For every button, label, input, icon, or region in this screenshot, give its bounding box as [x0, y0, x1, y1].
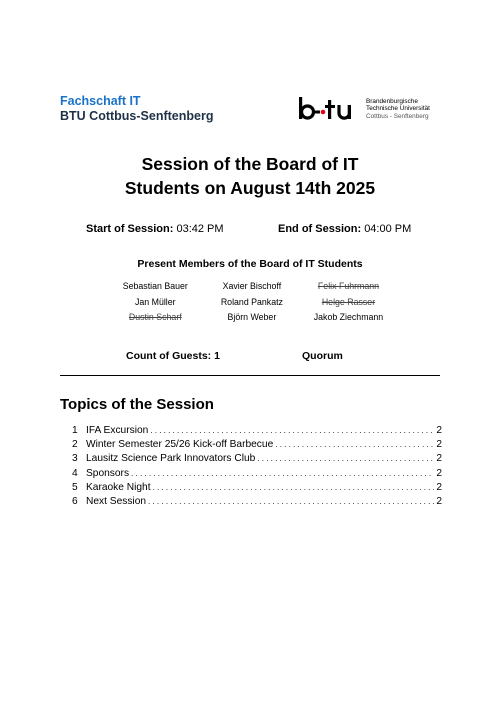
toc-page[interactable]: 2 — [436, 495, 442, 507]
toc-entry[interactable] — [72, 495, 442, 509]
member-name: Roland Pankatz — [220, 296, 283, 307]
toc-page[interactable]: 2 — [436, 439, 442, 451]
toc-entry[interactable] — [72, 467, 442, 481]
logo-text-line-2: Technische Universität — [366, 105, 430, 113]
members-grid — [107, 279, 397, 326]
table-of-contents — [72, 424, 442, 509]
member-name: Björn Weber — [227, 312, 277, 322]
toc-label[interactable]: IFA Excursion — [86, 425, 149, 436]
toc-number: 4 — [72, 467, 78, 479]
toc-page[interactable]: 2 — [436, 467, 442, 479]
session-start — [86, 223, 224, 235]
toc-title: Topics of the Session — [60, 396, 214, 413]
btu-logo — [298, 96, 430, 122]
section-divider — [60, 375, 440, 376]
members-heading: Present Members of the Board of IT Students — [137, 258, 363, 270]
toc-label[interactable]: Next Session — [86, 495, 147, 507]
title-line-2: Students on August 14th 2025 — [124, 178, 376, 198]
toc-number: 3 — [72, 453, 78, 465]
logo-wordmark — [366, 98, 430, 121]
document-title — [0, 152, 500, 200]
toc-leader — [153, 481, 435, 495]
member-name: Jan Müller — [135, 296, 176, 307]
toc-leader — [275, 438, 434, 452]
organization-name — [60, 94, 213, 124]
logo-text-line-1: Brandenburgische — [366, 97, 418, 105]
toc-label[interactable]: Winter Semester 25/26 Kick-off Barbecue — [86, 439, 274, 451]
toc-leader — [150, 424, 434, 438]
toc-label[interactable]: Karaoke Night — [86, 481, 151, 493]
org-line-1: Fachschaft IT — [60, 94, 141, 108]
start-label: Start of Session: — [86, 223, 174, 235]
toc-entry[interactable] — [72, 452, 442, 466]
member-name: Sebastian Bauer — [122, 281, 188, 291]
toc-entry[interactable] — [72, 481, 442, 495]
members-row — [107, 295, 397, 310]
toc-entry[interactable] — [72, 424, 442, 438]
member-name-absent: Felix Fuhrmann — [317, 281, 380, 291]
org-line-2: BTU Cottbus-Senftenberg — [60, 109, 214, 123]
toc-label[interactable]: Sponsors — [86, 467, 130, 479]
toc-page[interactable]: 2 — [436, 453, 442, 465]
toc-number: 2 — [72, 439, 78, 451]
member-name-absent: Dustin Scharf — [128, 312, 182, 322]
logo-text-line-3: Cottbus - Senftenberg — [366, 112, 429, 120]
end-value: 04:00 PM — [364, 223, 412, 235]
member-name: Jakob Ziechmann — [313, 312, 384, 322]
toc-label[interactable]: Lausitz Science Park Innovators Club — [86, 453, 256, 465]
toc-leader — [148, 495, 434, 509]
toc-entry[interactable] — [72, 438, 442, 452]
toc-leader — [131, 467, 434, 481]
toc-number: 1 — [72, 425, 78, 436]
session-end — [278, 223, 411, 235]
toc-number: 5 — [72, 481, 78, 493]
toc-number: 6 — [72, 495, 78, 507]
toc-leader — [257, 452, 434, 466]
member-name: Xavier Bischoff — [222, 281, 282, 291]
toc-page[interactable]: 2 — [436, 481, 442, 493]
btu-logo-icon — [298, 96, 360, 122]
member-name-absent: Helge Rasser — [321, 296, 376, 307]
guest-count: Count of Guests: 1 — [126, 350, 220, 362]
members-row — [107, 279, 397, 294]
toc-page[interactable]: 2 — [436, 425, 442, 436]
end-label: End of Session: — [278, 223, 362, 235]
title-line-1: Session of the Board of IT — [141, 154, 359, 174]
members-row — [107, 310, 397, 325]
start-value: 03:42 PM — [176, 223, 224, 235]
quorum-label: Quorum — [302, 350, 343, 362]
